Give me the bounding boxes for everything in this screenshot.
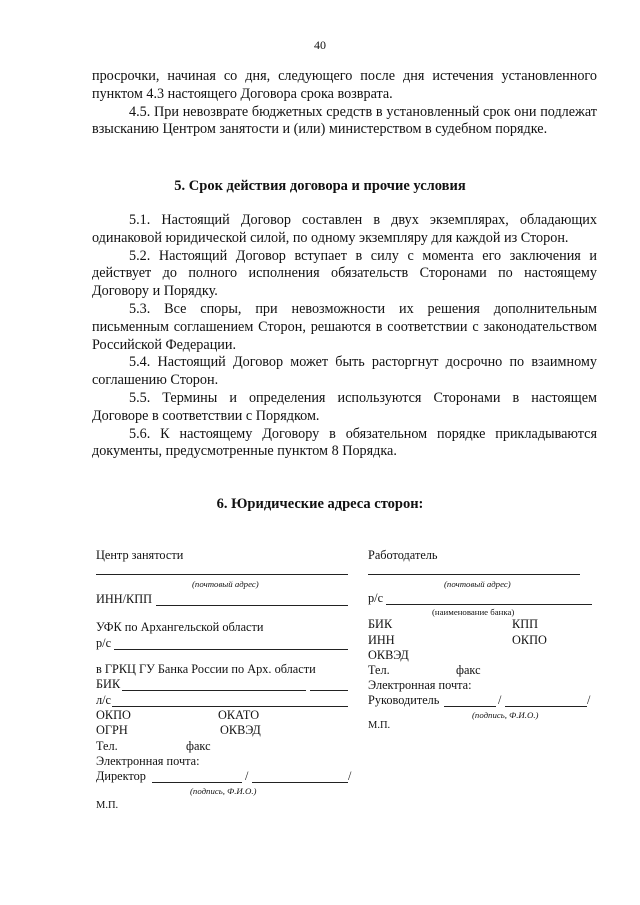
head-name-line xyxy=(505,706,587,707)
employer-inn-label: ИНН xyxy=(368,633,395,647)
fax-label: факс xyxy=(186,739,211,753)
email-label: Электронная почта: xyxy=(96,754,200,768)
section-5-heading: 5. Срок действия договора и прочие условия xyxy=(174,178,466,194)
bik-line-2 xyxy=(310,690,348,691)
employer-fax-label: факс xyxy=(456,663,481,677)
employer-email-label: Электронная почта: xyxy=(368,678,472,692)
postal-address-caption: (почтовый адрес) xyxy=(192,579,259,589)
top-text-block xyxy=(92,68,597,139)
director-sign-caption: (подпись, Ф.И.О.) xyxy=(190,786,257,796)
clause-5-1: 5.1. Настоящий Договор составлен в двух экземплярах, обладающих одинаковой юридической силой, по одному экземпляру для каждой из Сторон. xyxy=(92,212,597,246)
tel-label: Тел. xyxy=(96,739,118,753)
director-label: Директор xyxy=(96,769,146,783)
employer-okved-label: ОКВЭД xyxy=(368,648,409,662)
section-5-body xyxy=(92,212,597,461)
employer-details: Работодатель (почтовый адрес) р/с (наименование банка) БИК КПП ИНН ОКПО ОКВЭД Тел. факс Электронная почта: Руководитель / / (подпись, Ф.И.О.) М.П. xyxy=(368,548,608,748)
bank-label: в ГРКЦ ГУ Банка России по Арх. области xyxy=(96,662,316,676)
inn-kpp-line xyxy=(156,605,348,606)
inn-kpp-label: ИНН/КПП xyxy=(96,592,153,606)
employer-okpo-label: ОКПО xyxy=(512,633,547,647)
director-signature-line xyxy=(152,782,242,783)
director-name-line xyxy=(252,782,348,783)
section-6-heading: 6. Юридические адреса сторон: xyxy=(216,496,424,512)
ogrn-label: ОГРН xyxy=(96,723,128,737)
okpo-label: ОКПО xyxy=(96,708,131,722)
employment-center-details: Центр занятости (почтовый адрес) ИНН/КПП УФК по Архангельской области р/с в ГРКЦ ГУ Банка России по Арх. области БИК л/с ОКПО ОКАТО ОГРН ОКВЭД Тел. факс Электронная почта: Директор / / (подпись, Ф.И.О.) М.П. xyxy=(96,548,356,828)
clause-5-2: 5.2. Настоящий Договор вступает в силу с момента его заключения и действует до полного исполнения обязательств Сторонами по настоящему Договору и Порядку. xyxy=(92,247,597,300)
employer-bik-label: БИК xyxy=(368,617,393,631)
stamp-place-left: М.П. xyxy=(96,800,119,811)
postal-address-line xyxy=(96,574,348,575)
head-signature-line xyxy=(444,706,496,707)
clause-5-3: 5.3. Все споры, при невозможности их решения дополнительным письменным соглашением Сторон, решаются в соответствии с законодательством Российской Федерации. xyxy=(92,300,597,353)
rs-label: р/с xyxy=(96,636,112,650)
clause-4-5: 4.5. При невозврате бюджетных средств в установленный срок они подлежат взысканию Центром занятости и (или) министерством в судебном порядке. xyxy=(92,103,597,138)
employment-center-title: Центр занятости xyxy=(96,548,184,562)
clause-5-5: 5.5. Термины и определения используются Сторонами в настоящем Договоре в соответствии с Порядком. xyxy=(92,389,597,424)
employer-postal-caption: (почтовый адрес) xyxy=(444,579,511,589)
employer-title: Работодатель xyxy=(368,548,438,562)
page-number: 40 xyxy=(314,38,326,52)
bik-line-1 xyxy=(122,690,306,691)
ufk-label: УФК по Архангельской области xyxy=(96,620,264,634)
employer-postal-line xyxy=(368,574,580,575)
head-sign-caption: (подпись, Ф.И.О.) xyxy=(472,710,539,720)
employer-head-label: Руководитель xyxy=(368,693,440,707)
bik-label: БИК xyxy=(96,677,121,691)
ls-line xyxy=(112,706,348,707)
stamp-place-right: М.П. xyxy=(368,720,391,731)
clause-5-6: 5.6. К настоящему Договору в обязательном порядке прикладываются документы, предусмотренные пунктом 8 Порядка. xyxy=(92,425,597,460)
employer-kpp-label: КПП xyxy=(512,617,538,631)
bank-name-caption: (наименование банка) xyxy=(432,607,515,617)
okved-label: ОКВЭД xyxy=(220,723,261,737)
continuation-paragraph: просрочки, начиная со дня, следующего после дня истечения установленного пунктом 4.3 настоящего Договора срока возврата. xyxy=(92,68,597,102)
okato-label: ОКАТО xyxy=(218,708,260,722)
employer-rs-label: р/с xyxy=(368,591,384,605)
clause-5-4: 5.4. Настоящий Договор может быть расторгнут досрочно по взаимному соглашению Сторон. xyxy=(92,354,597,389)
rs-line xyxy=(114,649,348,650)
employer-tel-label: Тел. xyxy=(368,663,390,677)
ls-label: л/с xyxy=(96,693,112,707)
